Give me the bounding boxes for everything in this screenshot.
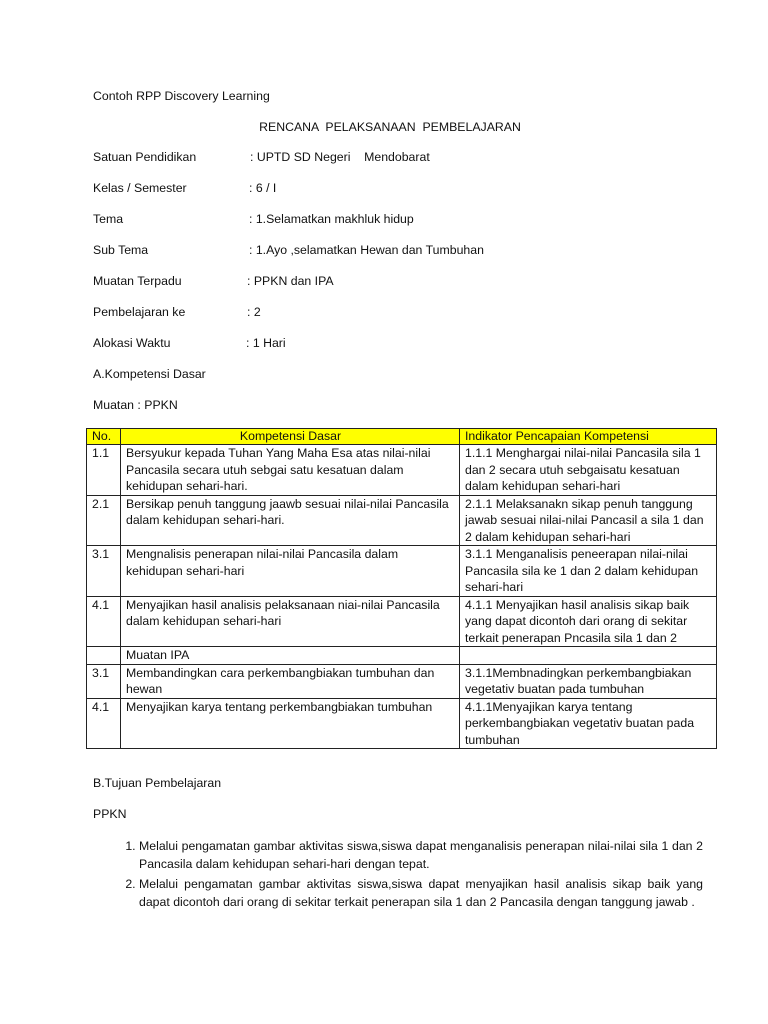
info-label: Muatan Terpadu (93, 274, 182, 288)
row-kd: Bersyukur kepada Tuhan Yang Maha Esa atas nilai-nilai Pancasila secara utuh sebgai satu kesatuan dalam kehidupan sehari-hari. (121, 445, 460, 496)
info-row-tema (93, 212, 693, 228)
info-value: : 6 / I (249, 181, 277, 195)
table-row (87, 546, 717, 597)
header-indikator: Indikator Pencapaian Kompetensi (460, 429, 717, 445)
info-row-muatan-terpadu (93, 274, 693, 290)
info-value: : 1 Hari (246, 336, 286, 350)
header-kompetensi-dasar: Kompetensi Dasar (121, 429, 460, 445)
info-row-satuan-pendidikan (93, 150, 693, 166)
info-value: : 1.Selamatkan makhluk hidup (249, 212, 414, 226)
row-kd: Menyajikan hasil analisis pelaksanaan niai-nilai Pancasila dalam kehidupan sehari-hari (121, 596, 460, 647)
document-title (0, 120, 768, 134)
info-value: : UPTD SD Negeri Mendobarat (250, 150, 430, 164)
learning-goals-list (110, 837, 703, 913)
info-row-alokasi-waktu (93, 336, 693, 352)
row-ipk: 1.1.1 Menghargai nilai-nilai Pancasila sila 1 dan 2 secara utuh sebgaisatu kesatuan dalam kehidupan sehari-hari (460, 445, 717, 496)
table-row (87, 698, 717, 749)
info-label: Pembelajaran ke (93, 305, 186, 319)
info-row-kelas-semester (93, 181, 693, 197)
info-label: Kelas / Semester (93, 181, 187, 195)
info-label: Alokasi Waktu (93, 336, 171, 350)
row-kd: Bersikap penuh tanggung jaawb sesuai nilai-nilai Pancasila dalam kehidupan sehari-hari. (121, 495, 460, 546)
info-label: Sub Tema (93, 243, 149, 257)
row-no: 3.1 (87, 546, 121, 597)
info-label: Tema (93, 212, 124, 226)
section-b-heading: B.Tujuan Pembelajaran (93, 776, 222, 790)
row-kd: Muatan IPA (121, 647, 460, 665)
table-row-muatan-ipa (87, 647, 717, 665)
muatan-ppkn-label: Muatan : PPKN (93, 398, 178, 412)
row-no (87, 647, 121, 665)
list-item: 2. Melalui pengamatan gambar aktivitas siswa,siswa dapat menyajikan hasil analisis sikap baik yang dapat dicontoh dari orang di sekitar terkait penerapan sila 1 dan 2 Pancasila dengan tanggung jawab . (139, 875, 703, 911)
table-header-row (87, 429, 717, 445)
row-no: 1.1 (87, 445, 121, 496)
row-kd: Mengnalisis penerapan nilai-nilai Pancasila dalam kehidupan sehari-hari (121, 546, 460, 597)
info-row-sub-tema (93, 243, 693, 259)
document-heading: Contoh RPP Discovery Learning (93, 89, 270, 103)
row-no: 2.1 (87, 495, 121, 546)
row-kd: Membandingkan cara perkembangbiakan tumbuhan dan hewan (121, 664, 460, 698)
row-no: 3.1 (87, 664, 121, 698)
table-row (87, 495, 717, 546)
document-title-text: RENCANA PELAKSANAAN PEMBELAJARAN (259, 120, 521, 134)
row-ipk (460, 647, 717, 665)
info-value: : 2 (247, 305, 261, 319)
row-no: 4.1 (87, 698, 121, 749)
table-row (87, 664, 717, 698)
row-kd: Menyajikan karya tentang perkembangbiakan tumbuhan (121, 698, 460, 749)
row-ipk: 3.1.1Membnadingkan perkembangbiakan vegetativ buatan pada tumbuhan (460, 664, 717, 698)
row-ipk: 4.1.1Menyajikan karya tentang perkembangbiakan vegetativ buatan pada tumbuhan (460, 698, 717, 749)
table-row (87, 596, 717, 647)
list-item: 1. Melalui pengamatan gambar aktivitas siswa,siswa dapat menganalisis penerapan nilai-nilai sila 1 dan 2 Pancasila dalam kehidupan sehari-hari dengan tepat. (139, 837, 703, 873)
competency-table (86, 428, 717, 749)
header-no: No. (87, 429, 121, 445)
row-ipk: 3.1.1 Menganalisis peneerapan nilai-nilai Pancasila sila ke 1 dan 2 dalam kehidupan sehari-hari (460, 546, 717, 597)
ppkn-label: PPKN (93, 807, 127, 821)
section-a-heading: A.Kompetensi Dasar (93, 367, 206, 381)
row-ipk: 2.1.1 Melaksanakn sikap penuh tanggung jawab sesuai nilai-nilai Pancasil a sila 1 dan 2 dalam kehidupan sehari-hari (460, 495, 717, 546)
info-row-pembelajaran-ke (93, 305, 693, 321)
row-no: 4.1 (87, 596, 121, 647)
info-label: Satuan Pendidikan (93, 150, 197, 164)
info-value: : PPKN dan IPA (247, 274, 334, 288)
table-row (87, 445, 717, 496)
row-ipk: 4.1.1 Menyajikan hasil analisis sikap baik yang dapat dicontoh dari orang di sekitar terkait penerapan Pncasila sila 1 dan 2 (460, 596, 717, 647)
info-value: : 1.Ayo ,selamatkan Hewan dan Tumbuhan (249, 243, 484, 257)
